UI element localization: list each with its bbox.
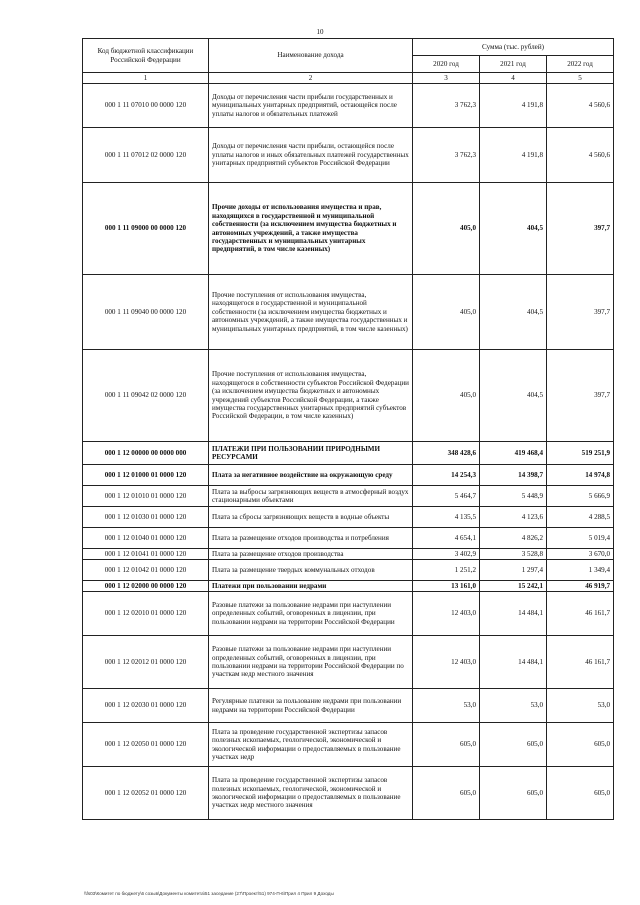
file-path-footer: \\fs03\Комитет по бюджету\6 созыв\Документы комитета\51 заседание (27\Проект\51) 974-П-6\Прил 4 Прил 9 Доходы [84,891,334,896]
row-code: 000 1 11 09042 02 0000 120 [83,350,209,442]
row-value-2022: 4 560,6 [547,128,614,183]
row-code: 000 1 12 02000 00 0000 120 [83,581,209,592]
row-value-2022: 4 560,6 [547,84,614,128]
row-value-2022: 605,0 [547,723,614,767]
row-code: 000 1 12 00000 00 0000 000 [83,442,209,465]
row-value-2021: 605,0 [480,723,547,767]
table-row [83,592,614,636]
row-value-2021: 4 191,8 [480,84,547,128]
row-code: 000 1 12 02030 01 0000 120 [83,689,209,723]
row-value-2022: 46 161,7 [547,592,614,636]
budget-revenue-table [82,38,614,820]
row-value-2020: 405,0 [413,183,480,275]
row-code: 000 1 12 02052 01 0000 120 [83,767,209,820]
row-value-2020: 3 762,3 [413,128,480,183]
row-name: Разовые платежи за пользование недрами при наступлении определенных событий, оговоренных в лицензии, при пользовании недрами на территории Российской Федерации [209,592,413,636]
row-code: 000 1 12 02012 01 0000 120 [83,636,209,689]
header-year-2020: 2020 год [413,56,480,73]
row-name: Плата за проведение государственной экспертизы запасов полезных ископаемых, геологической, экономической и экологической информации о предоставляемых в пользование участках недр местного значения [209,767,413,820]
row-code: 000 1 12 02050 01 0000 120 [83,723,209,767]
row-value-2020: 4 135,5 [413,507,480,528]
table-row [83,723,614,767]
row-value-2020: 405,0 [413,275,480,350]
row-code: 000 1 12 01000 01 0000 120 [83,465,209,486]
table-row [83,465,614,486]
row-name: Плата за выбросы загрязняющих веществ в атмосферный воздух стационарными объектами [209,486,413,507]
row-name: Плата за размещение отходов производства [209,549,413,560]
table-row [83,767,614,820]
row-value-2020: 53,0 [413,689,480,723]
row-value-2022: 1 349,4 [547,560,614,581]
row-name: Доходы от перечисления части прибыли, остающейся после уплаты налогов и иных обязательных платежей государственных унитарных предприятий субъектов Российской Федерации [209,128,413,183]
table-row [83,636,614,689]
table-row [83,689,614,723]
index-col-5: 5 [547,73,614,84]
row-value-2022: 397,7 [547,350,614,442]
row-name: Плата за негативное воздействие на окружающую среду [209,465,413,486]
row-code: 000 1 11 09000 00 0000 120 [83,183,209,275]
row-value-2021: 4 826,2 [480,528,547,549]
row-value-2020: 605,0 [413,767,480,820]
row-name: Прочие поступления от использования имущества, находящегося в собственности субъектов Российской Федерации (за исключением имущества бюджетных и автономных учреждений субъектов Российской Федерации, а также имущества государственных унитарных предприятий субъектов Российской Федерации, в том числе казенных) [209,350,413,442]
table-row [83,275,614,350]
index-col-4: 4 [480,73,547,84]
row-name: Плата за сбросы загрязняющих веществ в водные объекты [209,507,413,528]
row-value-2022: 397,7 [547,183,614,275]
row-code: 000 1 12 01041 01 0000 120 [83,549,209,560]
row-name: Разовые платежи за пользование недрами при наступлении определенных событий, оговоренных в лицензии, при пользовании недрами на территории Российской Федерации по участкам недр местного значения [209,636,413,689]
row-value-2020: 12 403,0 [413,636,480,689]
index-col-1: 1 [83,73,209,84]
table-row [83,560,614,581]
row-code: 000 1 12 01040 01 0000 120 [83,528,209,549]
row-name: Регулярные платежи за пользование недрами при пользовании недрами на территории Российской Федерации [209,689,413,723]
table-row [83,183,614,275]
row-value-2020: 3 402,9 [413,549,480,560]
row-name: Платежи при пользовании недрами [209,581,413,592]
table-row [83,549,614,560]
row-value-2021: 4 123,6 [480,507,547,528]
row-value-2020: 3 762,3 [413,84,480,128]
row-name: Плата за размещение твердых коммунальных отходов [209,560,413,581]
row-value-2021: 3 528,8 [480,549,547,560]
header-sum: Сумма (тыс. рублей) [413,39,614,56]
table-row [83,442,614,465]
header-name: Наименование дохода [209,39,413,73]
table-row [83,486,614,507]
row-name: Прочие доходы от использования имущества и прав, находящихся в государственной и муниципальной собственности (за исключением имущества бюджетных и автономных учреждений, а также имущества государственных и муниципальных унитарных предприятий, в том числе казенных) [209,183,413,275]
row-name: Плата за проведение государственной экспертизы запасов полезных ископаемых, геологической, экономической и экологической информации о предоставляемых в пользование участках недр [209,723,413,767]
header-code: Код бюджетной классификации Российской Федерации [83,39,209,73]
row-name: Прочие поступления от использования имущества, находящегося в государственной и муниципальной собственности (за исключением имущества бюджетных и автономных учреждений, а также имущества государственных и муниципальных унитарных предприятий, в том числе казенных) [209,275,413,350]
row-code: 000 1 11 09040 00 0000 120 [83,275,209,350]
row-value-2020: 12 403,0 [413,592,480,636]
row-value-2020: 348 428,6 [413,442,480,465]
row-value-2021: 14 484,1 [480,592,547,636]
row-value-2020: 1 251,2 [413,560,480,581]
page-number: 10 [316,28,324,36]
row-value-2020: 5 464,7 [413,486,480,507]
row-value-2022: 53,0 [547,689,614,723]
index-col-2: 2 [209,73,413,84]
row-name: Доходы от перечисления части прибыли государственных и муниципальных унитарных предприятий, остающейся после уплаты налогов и обязательных платежей [209,84,413,128]
row-value-2021: 15 242,1 [480,581,547,592]
row-value-2022: 5 666,9 [547,486,614,507]
row-value-2022: 5 019,4 [547,528,614,549]
row-value-2021: 404,5 [480,183,547,275]
row-value-2021: 53,0 [480,689,547,723]
row-value-2021: 14 398,7 [480,465,547,486]
row-code: 000 1 12 01030 01 0000 120 [83,507,209,528]
row-name: ПЛАТЕЖИ ПРИ ПОЛЬЗОВАНИИ ПРИРОДНЫМИ РЕСУРСАМИ [209,442,413,465]
row-value-2022: 14 974,8 [547,465,614,486]
row-value-2020: 4 654,1 [413,528,480,549]
row-value-2022: 397,7 [547,275,614,350]
row-value-2021: 4 191,8 [480,128,547,183]
row-value-2021: 605,0 [480,767,547,820]
row-value-2021: 404,5 [480,275,547,350]
row-value-2020: 13 161,0 [413,581,480,592]
row-value-2021: 1 297,4 [480,560,547,581]
row-value-2022: 3 670,0 [547,549,614,560]
row-value-2022: 605,0 [547,767,614,820]
row-value-2022: 46 919,7 [547,581,614,592]
row-code: 000 1 12 01042 01 0000 120 [83,560,209,581]
row-value-2022: 519 251,9 [547,442,614,465]
header-year-2021: 2021 год [480,56,547,73]
row-value-2022: 4 288,5 [547,507,614,528]
row-value-2021: 404,5 [480,350,547,442]
row-value-2022: 46 161,7 [547,636,614,689]
row-value-2021: 14 484,1 [480,636,547,689]
table-row [83,84,614,128]
row-value-2020: 605,0 [413,723,480,767]
row-value-2021: 419 468,4 [480,442,547,465]
row-value-2020: 405,0 [413,350,480,442]
table-row [83,128,614,183]
row-code: 000 1 12 02010 01 0000 120 [83,592,209,636]
row-code: 000 1 11 07010 00 0000 120 [83,84,209,128]
table-body [83,84,614,820]
row-value-2020: 14 254,3 [413,465,480,486]
index-col-3: 3 [413,73,480,84]
table-row [83,350,614,442]
table-row [83,528,614,549]
table-row [83,507,614,528]
row-value-2021: 5 448,9 [480,486,547,507]
table-row [83,581,614,592]
row-name: Плата за размещение отходов производства и потребления [209,528,413,549]
row-code: 000 1 12 01010 01 0000 120 [83,486,209,507]
row-code: 000 1 11 07012 02 0000 120 [83,128,209,183]
header-year-2022: 2022 год [547,56,614,73]
